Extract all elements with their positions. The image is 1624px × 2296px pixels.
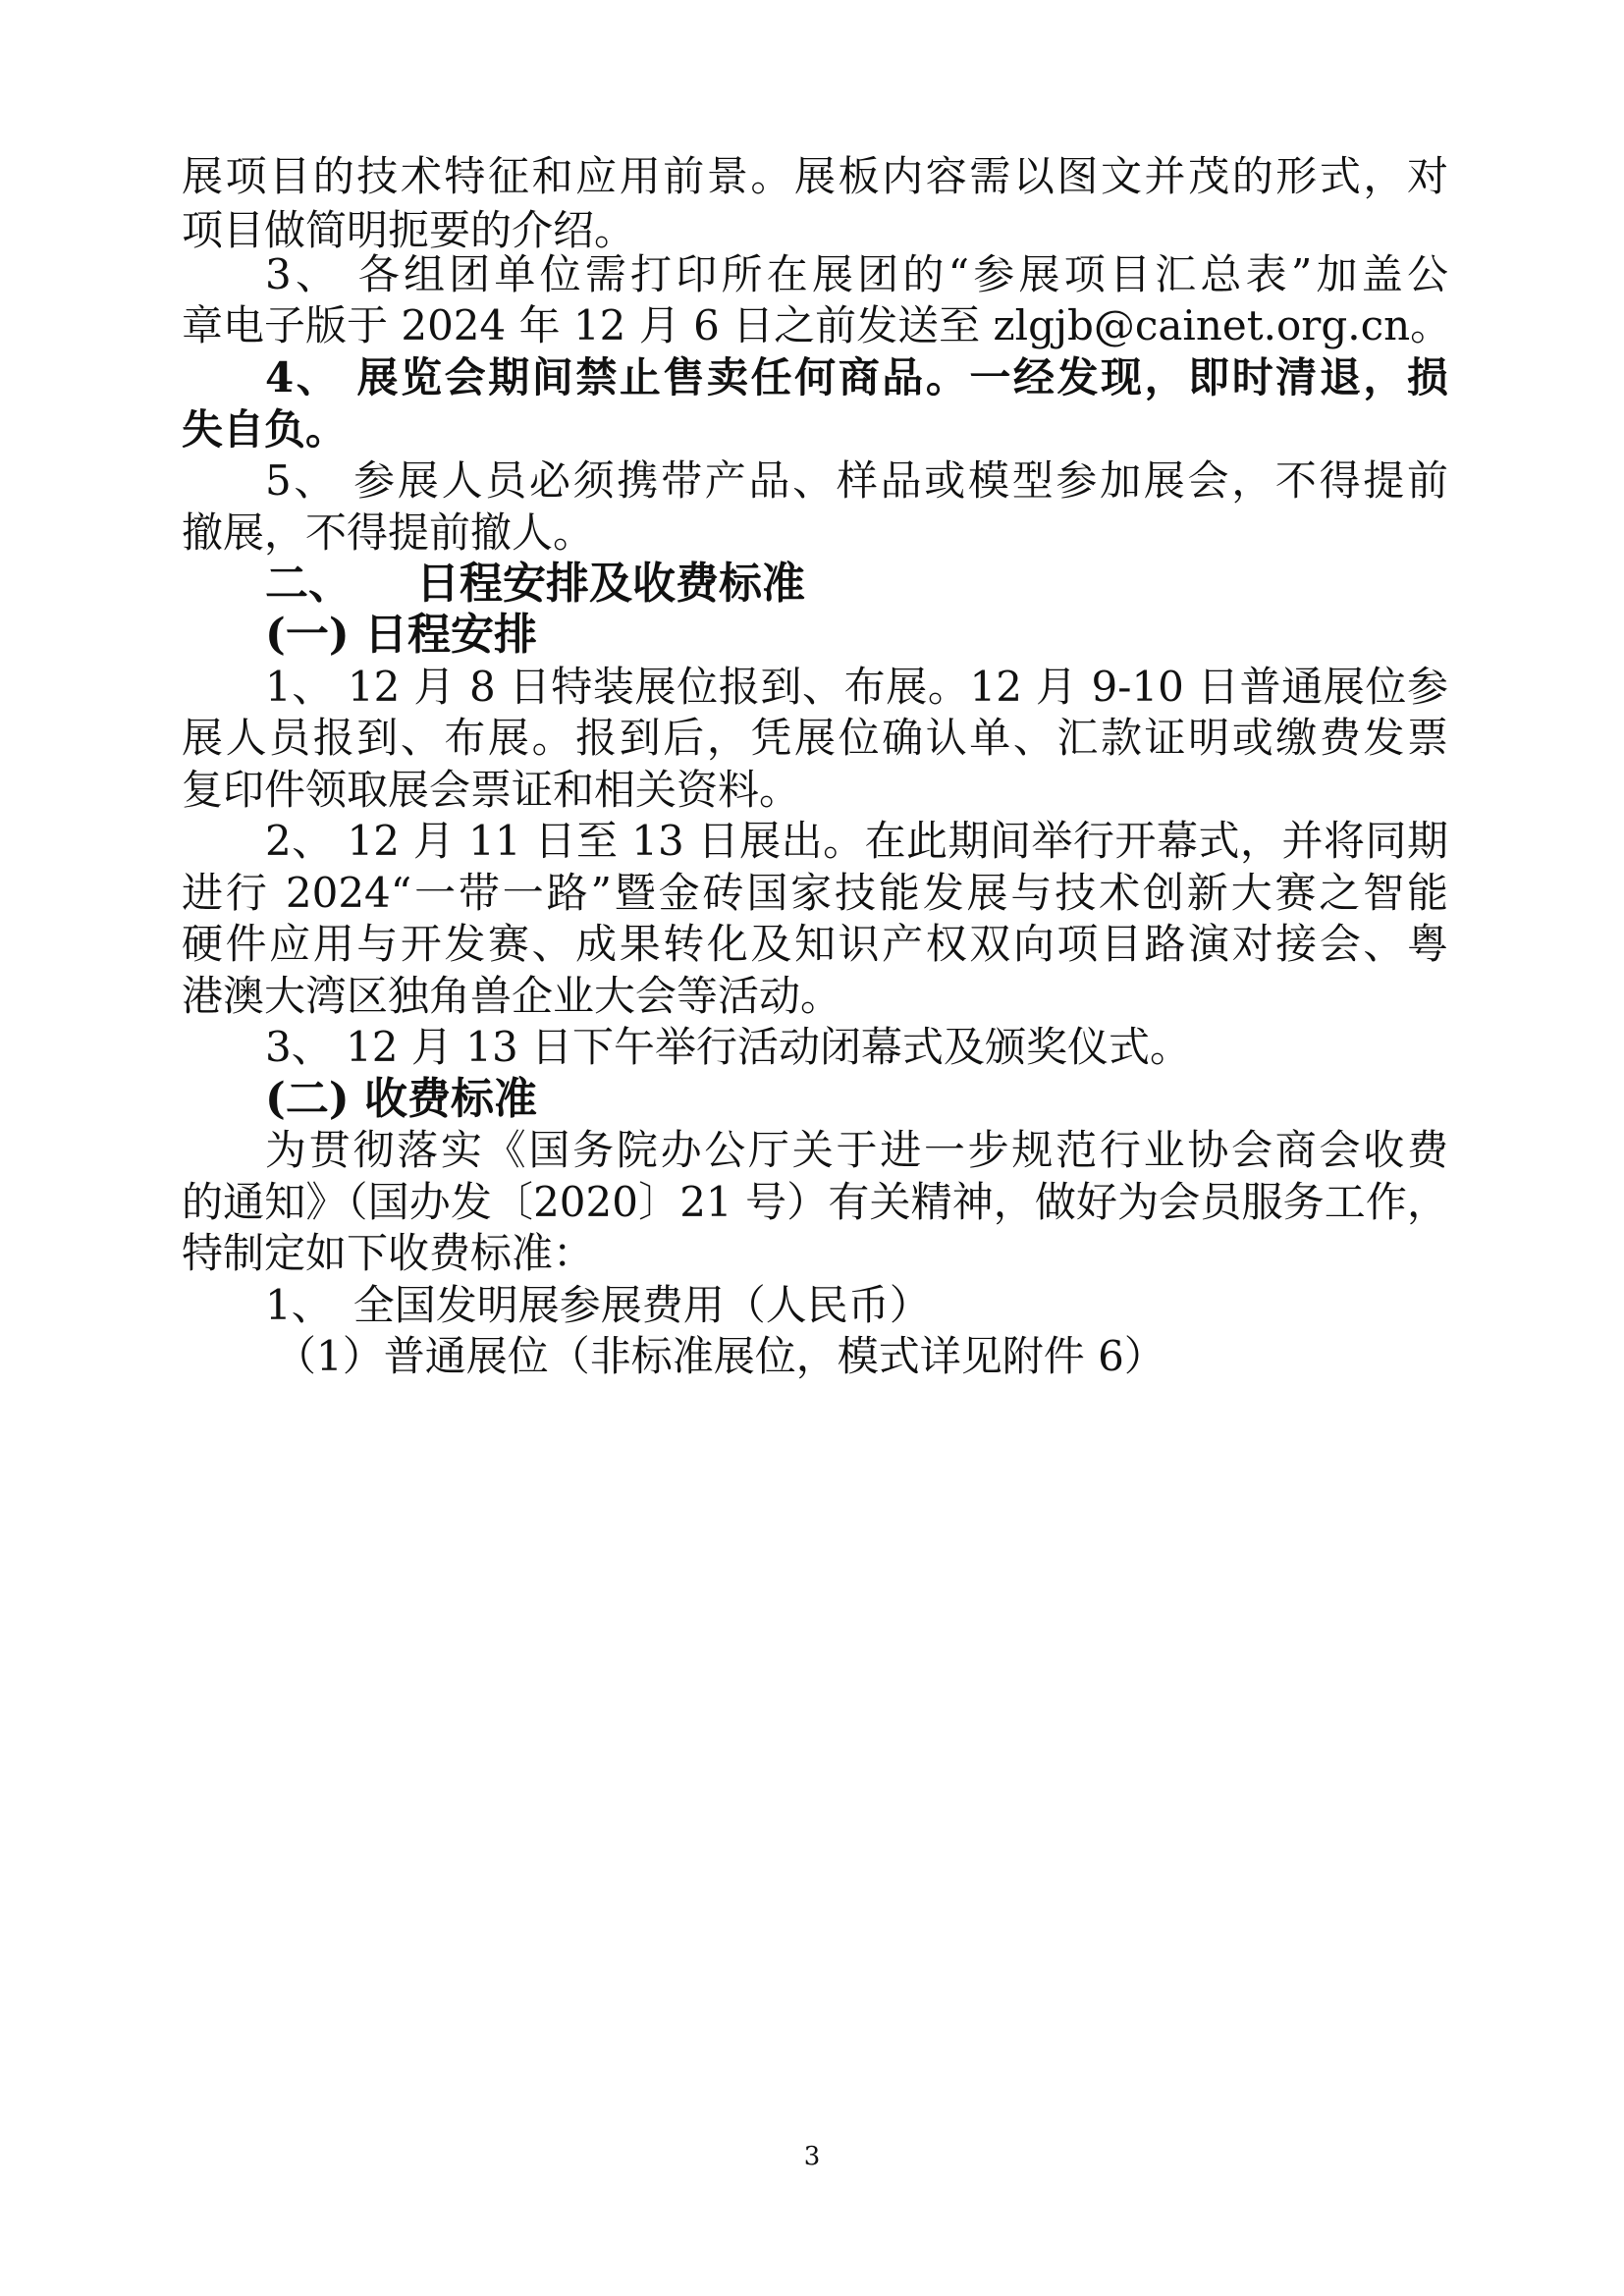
section-heading-2: 二、 日程安排及收费标准 <box>265 559 805 609</box>
list-item-3-cont: 章电子版于 2024 年 12 月 6 日之前发送至 zlgjb@cainet.org.cn。 <box>182 301 1452 349</box>
fees-paragraph-cont: 特制定如下收费标准： <box>182 1229 595 1277</box>
schedule-item-2-cont: 港澳大湾区独角兽企业大会等活动。 <box>182 972 842 1020</box>
schedule-item-1-cont: 展人员报到、布展。报到后，凭展位确认单、汇款证明或缴费发票 <box>182 714 1448 762</box>
fees-paragraph-cont: 的通知》（国办发〔2020〕21 号）有关精神，做好为会员服务工作， <box>182 1178 1448 1226</box>
page-number: 3 <box>803 2142 821 2171</box>
list-item-3: 3、 各组团单位需打印所在展团的“参展项目汇总表”加盖公 <box>265 250 1448 298</box>
list-item-4-bold-cont: 失自负。 <box>182 405 348 454</box>
fees-paragraph: 为贯彻落实《国务院办公厅关于进一步规范行业协会商会收费 <box>265 1126 1448 1174</box>
list-item-5: 5、 参展人员必须携带产品、样品或模型参加展会，不得提前 <box>265 456 1448 505</box>
subsection-heading-fees: (二) 收费标准 <box>265 1074 537 1124</box>
schedule-item-1-cont: 复印件领取展会票证和相关资料。 <box>182 766 801 814</box>
schedule-item-2-cont: 进行 2024“一带一路”暨金砖国家技能发展与技术创新大赛之智能 <box>182 869 1448 917</box>
schedule-item-3: 3、 12 月 13 日下午举行活动闭幕式及颁奖仪式。 <box>265 1023 1192 1071</box>
paragraph-line: 项目做简明扼要的介绍。 <box>182 206 636 254</box>
list-item-5-cont: 撤展，不得提前撤人。 <box>182 508 595 557</box>
subsection-heading-schedule: (一) 日程安排 <box>265 610 537 660</box>
paragraph-line: 展项目的技术特征和应用前景。展板内容需以图文并茂的形式，对 <box>182 152 1448 200</box>
schedule-item-2: 2、 12 月 11 日至 13 日展出。在此期间举行开幕式，并将同期 <box>265 817 1448 865</box>
list-item-4-bold: 4、 展览会期间禁止售卖任何商品。一经发现，即时清退，损 <box>265 353 1448 401</box>
schedule-item-1: 1、 12 月 8 日特装展位报到、布展。12 月 9-10 日普通展位参 <box>265 663 1448 711</box>
fees-subitem-1: （1）普通展位（非标准展位，模式详见附件 6） <box>275 1332 1165 1380</box>
schedule-item-2-cont: 硬件应用与开发赛、成果转化及知识产权双向项目路演对接会、粤 <box>182 920 1448 968</box>
fees-item-1: 1、 全国发明展参展费用（人民币） <box>265 1281 931 1329</box>
